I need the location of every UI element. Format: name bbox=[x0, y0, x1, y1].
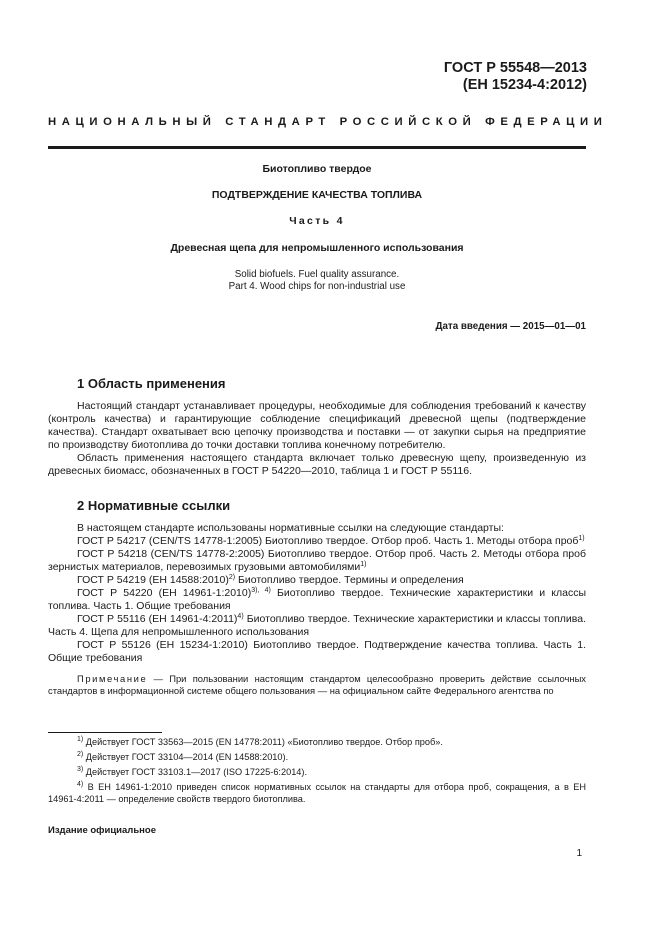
title-part: Часть 4 bbox=[289, 215, 345, 227]
document-code-line1: ГОСТ Р 55548—2013 bbox=[443, 60, 587, 76]
reference-item: ГОСТ Р 55126 (ЕН 15234-1:2010) Биотопливо твердое. Подтверждение качества топлива. Часть 1. Общие требования bbox=[48, 639, 586, 664]
reference-item: ГОСТ Р 55116 (ЕН 14961-4:2011)$^{4)}$ Биотопливо твердое. Технические характеристики и классы топлива. Часть 4. Щепа для непромышленного использования bbox=[48, 613, 586, 638]
title-english-line2: Part 4. Wood chips for non-industrial use bbox=[228, 281, 406, 292]
footnote-item: $^{2)}$ Действует ГОСТ 33104—2014 (EN 14588:2010). bbox=[77, 751, 289, 762]
footnote-mark: 1) bbox=[578, 535, 585, 542]
page-number: 1 bbox=[576, 848, 582, 859]
footnote-rule bbox=[48, 732, 162, 733]
section2-body bbox=[48, 522, 586, 697]
national-standard-title: НАЦИОНАЛЬНЫЙ СТАНДАРТ РОССИЙСКОЙ ФЕДЕРАЦИИ bbox=[48, 116, 608, 128]
footnote-item: $^{1)}$ Действует ГОСТ 33563—2015 (EN 14778:2011) «Биотопливо твердое. Отбор проб». bbox=[77, 736, 443, 747]
reference-item: ГОСТ Р 54217 (CEN/TS 14778-1:2005) Биотопливо твердое. Отбор проб. Часть 1. Методы отбора проб$^{1)}$ bbox=[77, 535, 585, 547]
footnote-mark: 3), 4) bbox=[251, 587, 271, 594]
section2-intro: В настоящем стандарте использованы нормативные ссылки на следующие стандарты: bbox=[77, 522, 504, 534]
title-english bbox=[48, 269, 586, 293]
title-english-line1: Solid biofuels. Fuel quality assurance. bbox=[234, 269, 400, 280]
reference-item: ГОСТ Р 54218 (CEN/TS 14778-2:2005) Биотопливо твердое. Отбор проб. Часть 2. Методы отбора проб зернистых материалов, перевозимых грузовыми автомобилями$^{1)}$ bbox=[48, 548, 586, 573]
document-code bbox=[444, 60, 587, 94]
footnote-item: $^{4)}$ В ЕН 14961-1:2010 приведен список нормативных ссылок на стандарты для отбора проб, сокращения, а в ЕН 14961-4:2011 — определение свойств твердого биотоплива. bbox=[48, 781, 586, 804]
note-text: — При пользовании настоящим стандартом целесообразно проверить действие ссылочных стандартов в информационной системе общего пользования — на официальном сайте Федерального агентства по bbox=[48, 673, 586, 696]
effective-date: Дата введения — 2015—01—01 bbox=[435, 321, 586, 332]
official-edition-label: Издание официальное bbox=[48, 825, 156, 836]
footnote-mark: 1) bbox=[360, 561, 367, 568]
section1-paragraph1: Настоящий стандарт устанавливает процедуры, необходимые для соблюдения требований к качеству (контроль качества) и гарантирующие соблюдение спецификаций древесной щепы (подтверждение качества). Стандарт охватывает всю цепочку производства и поставки — от закупки сырья на предприятие по производству биотоплива до точки доставки топлива конечному потребителю. bbox=[48, 400, 586, 451]
footnotes bbox=[48, 736, 586, 808]
note-label: Примечание bbox=[77, 673, 148, 684]
title-subtitle: Древесная щепа для непромышленного использования bbox=[170, 242, 464, 254]
section1-heading: 1 Область применения bbox=[77, 376, 226, 391]
header-rule bbox=[48, 146, 586, 149]
reference-item: ГОСТ Р 54220 (ЕН 14961-1:2010)$^{3), 4)}$ Биотопливо твердое. Технические характеристики и классы топлива. Часть 1. Общие требования bbox=[48, 587, 587, 612]
footnote-mark: 4) bbox=[237, 613, 244, 620]
footnote-item: $^{3)}$ Действует ГОСТ 33103.1—2017 (ISO 17225-6:2014). bbox=[77, 766, 308, 777]
title-line2: ПОДТВЕРЖДЕНИЕ КАЧЕСТВА ТОПЛИВА bbox=[211, 189, 423, 201]
document-code-line2: (ЕН 15234-4:2012) bbox=[462, 77, 587, 93]
footnote-mark: 2) bbox=[228, 574, 236, 581]
section2-heading: 2 Нормативные ссылки bbox=[77, 498, 231, 513]
section1-paragraph2: Область применения настоящего стандарта включает только древесную щепу, произведенную из древесных биомасс, обозначенных в ГОСТ Р 54220—2010, таблица 1 и ГОСТ Р 55116. bbox=[48, 452, 586, 477]
reference-item: ГОСТ Р 54219 (ЕН 14588:2010)$^{2)}$ Биотопливо твердое. Термины и определения bbox=[77, 574, 464, 586]
note bbox=[48, 673, 586, 697]
section1-body bbox=[48, 400, 586, 478]
title-line1: Биотопливо твердое bbox=[262, 163, 372, 175]
